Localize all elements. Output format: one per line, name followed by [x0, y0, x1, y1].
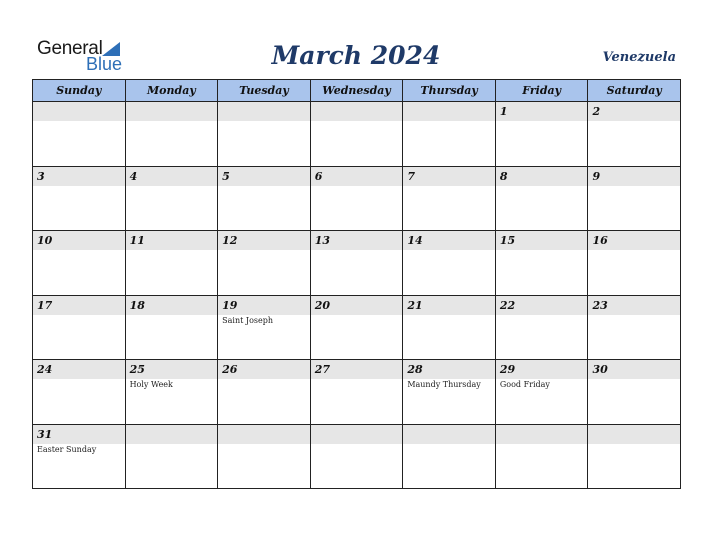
- weekday-header: Wednesday: [311, 80, 404, 102]
- day-cell: [218, 296, 311, 361]
- day-cell: [33, 102, 126, 167]
- day-number: 9: [592, 169, 601, 183]
- holiday-label: Saint Joseph: [222, 315, 274, 325]
- day-number-band: [311, 425, 403, 444]
- day-number-band: [126, 360, 218, 379]
- week-row: [33, 167, 681, 232]
- day-number: 31: [37, 427, 53, 441]
- day-number: 24: [37, 363, 53, 376]
- day-number-band: [588, 425, 680, 444]
- day-cell: [403, 360, 496, 425]
- day-cell: [311, 231, 404, 296]
- day-number: 2: [592, 105, 601, 118]
- day-number: 15: [499, 234, 516, 247]
- day-cell: [588, 425, 681, 490]
- day-number-band: [33, 231, 125, 250]
- day-cell: [33, 296, 126, 361]
- day-cell: [218, 360, 311, 425]
- week-row: [33, 296, 681, 361]
- day-number: 11: [129, 234, 145, 247]
- day-cell: [403, 167, 496, 232]
- day-number: 4: [129, 169, 138, 183]
- day-number-band: [403, 425, 495, 444]
- day-cell: [218, 102, 311, 167]
- day-number-band: [496, 425, 588, 444]
- day-number-band: [403, 102, 495, 121]
- day-number: 8: [499, 169, 508, 183]
- day-number: 17: [37, 298, 53, 312]
- day-number-band: [496, 167, 588, 186]
- day-number-band: [496, 231, 588, 250]
- day-cell: [33, 231, 126, 296]
- day-number: 26: [222, 363, 238, 376]
- day-cell: [588, 296, 681, 361]
- day-cell: [218, 167, 311, 232]
- day-number-band: [311, 231, 403, 250]
- day-cell: [496, 231, 589, 296]
- day-number: 6: [314, 169, 323, 183]
- day-cell: [588, 360, 681, 425]
- day-number-band: [218, 231, 310, 250]
- day-number: 18: [129, 298, 145, 312]
- day-number: 1: [499, 105, 508, 118]
- day-cell: [33, 360, 126, 425]
- day-number-band: [126, 102, 218, 121]
- day-cell: [126, 167, 219, 232]
- day-cell: [403, 296, 496, 361]
- day-number: 19: [222, 298, 238, 312]
- day-cell: [126, 102, 219, 167]
- day-number: 30: [592, 363, 608, 376]
- day-number: 20: [314, 298, 331, 312]
- day-number-band: [496, 296, 588, 315]
- day-cell: [403, 231, 496, 296]
- day-cell: [126, 425, 219, 490]
- day-number: 16: [592, 234, 608, 247]
- day-cell: [403, 102, 496, 167]
- day-number-band: [588, 231, 680, 250]
- day-number-band: [496, 360, 588, 379]
- day-number-band: [218, 360, 310, 379]
- day-number-band: [311, 167, 403, 186]
- day-cell: [218, 425, 311, 490]
- day-number-band: [33, 296, 125, 315]
- holiday-label: Easter Sunday: [37, 444, 97, 454]
- weeks-container: [33, 102, 681, 489]
- day-cell: [218, 231, 311, 296]
- holiday-label: Maundy Thursday: [407, 380, 481, 389]
- day-cell: [311, 360, 404, 425]
- day-cell: [126, 360, 219, 425]
- day-cell: [33, 167, 126, 232]
- page-title: March 2024: [271, 41, 441, 70]
- weekday-header-row: [33, 80, 681, 102]
- day-number: 25: [129, 363, 145, 376]
- day-number-band: [588, 102, 680, 121]
- day-number-band: [496, 102, 588, 121]
- weekday-header: Monday: [126, 80, 219, 102]
- weekday-header: Saturday: [588, 80, 681, 102]
- day-number: 5: [222, 169, 230, 183]
- weekday-header: Thursday: [403, 80, 496, 102]
- day-cell: [496, 167, 589, 232]
- day-number: 13: [314, 234, 331, 247]
- week-row: [33, 425, 681, 490]
- day-number-band: [126, 296, 218, 315]
- day-number-band: [403, 296, 495, 315]
- day-cell: [126, 231, 219, 296]
- day-cell: [311, 102, 404, 167]
- holiday-label: Good Friday: [499, 380, 550, 389]
- holiday-label: Holy Week: [129, 380, 173, 389]
- week-row: [33, 360, 681, 425]
- day-number: 22: [499, 298, 516, 312]
- day-number: 21: [407, 298, 423, 312]
- country-label: Venezuela: [602, 50, 676, 65]
- day-cell: [311, 425, 404, 490]
- day-number-band: [311, 102, 403, 121]
- day-number: 28: [407, 363, 423, 376]
- day-number-band: [218, 296, 310, 315]
- day-cell: [496, 102, 589, 167]
- day-number-band: [33, 425, 125, 444]
- day-number: 27: [314, 363, 331, 376]
- day-cell: [496, 425, 589, 490]
- day-number-band: [218, 167, 310, 186]
- week-row: [33, 102, 681, 167]
- day-number-band: [403, 231, 495, 250]
- day-number-band: [33, 102, 125, 121]
- day-number: 7: [407, 169, 415, 183]
- day-cell: [496, 360, 589, 425]
- weekday-header: Tuesday: [218, 80, 311, 102]
- day-number-band: [218, 102, 310, 121]
- weekday-header: Sunday: [33, 80, 126, 102]
- day-number: 12: [222, 234, 238, 247]
- day-cell: [311, 296, 404, 361]
- day-number-band: [126, 425, 218, 444]
- day-number: 3: [37, 169, 45, 183]
- day-cell: [33, 425, 126, 490]
- day-cell: [126, 296, 219, 361]
- day-number-band: [311, 296, 403, 315]
- week-row: [33, 231, 681, 296]
- day-cell: [311, 167, 404, 232]
- day-number-band: [403, 167, 495, 186]
- day-cell: [588, 167, 681, 232]
- day-number: 10: [37, 234, 53, 247]
- day-cell: [588, 102, 681, 167]
- logo-general-text: General: [37, 38, 103, 59]
- day-number-band: [588, 360, 680, 379]
- day-number-band: [126, 231, 218, 250]
- day-number-band: [126, 167, 218, 186]
- day-number-band: [588, 296, 680, 315]
- calendar-grid: [32, 79, 681, 489]
- day-number-band: [33, 167, 125, 186]
- weekday-header: Friday: [496, 80, 589, 102]
- day-number: 29: [499, 363, 516, 376]
- day-number: 14: [407, 234, 423, 247]
- day-number-band: [588, 167, 680, 186]
- day-cell: [496, 296, 589, 361]
- day-number-band: [311, 360, 403, 379]
- day-cell: [588, 231, 681, 296]
- day-number-band: [218, 425, 310, 444]
- day-cell: [403, 425, 496, 490]
- logo-blue-text: Blue: [86, 54, 123, 74]
- day-number: 23: [592, 298, 608, 312]
- day-number-band: [403, 360, 495, 379]
- day-number-band: [33, 360, 125, 379]
